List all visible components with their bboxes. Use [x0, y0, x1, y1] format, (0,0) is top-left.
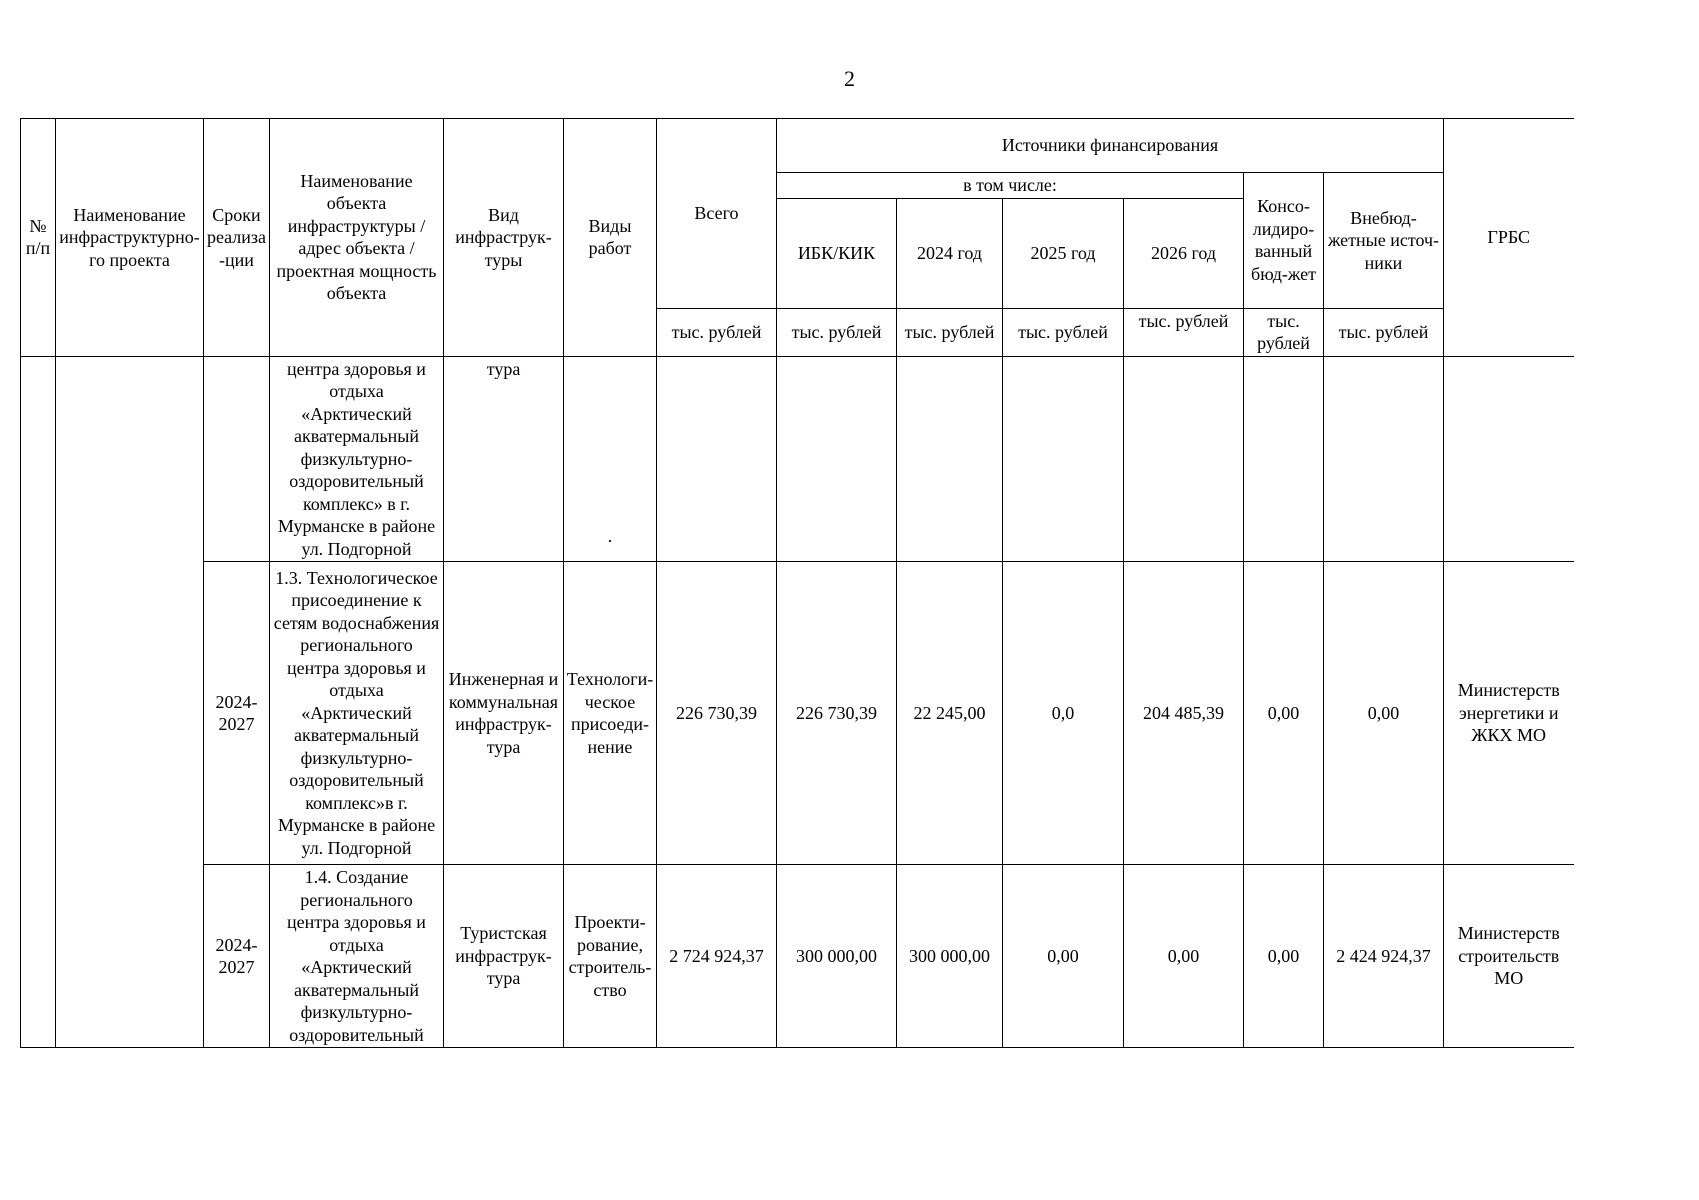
header-total: Всего [657, 119, 777, 309]
cell-project-name [56, 356, 204, 1048]
header-ibk: ИБК/КИК [777, 198, 897, 308]
header-extrabudget: Внебюд-жетные источ-ники [1324, 173, 1444, 309]
unit-2026: тыс. рублей [1124, 308, 1244, 356]
cell-grbs: Министерств строительств МО [1444, 865, 1574, 1048]
cell-2025 [1003, 356, 1124, 562]
unit-ibk: тыс. рублей [777, 308, 897, 356]
header-terms: Сроки реализа -ции [204, 119, 270, 357]
unit-2024: тыс. рублей [897, 308, 1003, 356]
table-row [21, 356, 1574, 562]
cell-object: 1.4. Создание регионального центра здоровья и отдыха «Арктический акватермальный физкультурно-оздоровительный [270, 865, 444, 1048]
unit-extrabudget: тыс. рублей [1324, 308, 1444, 356]
cell-infra-type: Туристская инфраструк-тура [444, 865, 564, 1048]
cell-infra-type: тура [444, 356, 564, 562]
unit-consolidated: тыс. рублей [1244, 308, 1324, 356]
header-sources: Источники финансирования [777, 119, 1444, 173]
header-object-name: Наименование объекта инфраструктуры / адрес объекта / проектная мощность объекта [270, 119, 444, 357]
cell-2025: 0,0 [1003, 562, 1124, 865]
header-2024: 2024 год [897, 198, 1003, 308]
cell-consolidated [1244, 356, 1324, 562]
cell-terms [204, 356, 270, 562]
cell-2024: 300 000,00 [897, 865, 1003, 1048]
cell-extrabudget: 2 424 924,37 [1324, 865, 1444, 1048]
cell-work-type: Проекти-рование, строитель-ство [564, 865, 657, 1048]
cell-2025: 0,00 [1003, 865, 1124, 1048]
table-row [21, 865, 1574, 1048]
table-row [21, 562, 1574, 865]
cell-2024: 22 245,00 [897, 562, 1003, 865]
header-2026: 2026 год [1124, 198, 1244, 308]
unit-2025: тыс. рублей [1003, 308, 1124, 356]
cell-2026 [1124, 356, 1244, 562]
cell-2024 [897, 356, 1003, 562]
cell-consolidated: 0,00 [1244, 865, 1324, 1048]
header-project-name: Наименование инфраструктурно-го проекта [56, 119, 204, 357]
header-num: № п/п [21, 119, 56, 357]
header-2025: 2025 год [1003, 198, 1124, 308]
cell-terms: 2024-2027 [204, 562, 270, 865]
stray-dot: . [607, 525, 613, 546]
cell-infra-type: Инженерная и коммунальная инфраструк-тура [444, 562, 564, 865]
header-work-type: Виды работ [564, 119, 657, 357]
cell-work-type [564, 356, 657, 562]
page-number: 2 [844, 66, 855, 91]
cell-extrabudget [1324, 356, 1444, 562]
cell-total [657, 356, 777, 562]
cell-2026: 204 485,39 [1124, 562, 1244, 865]
header-including: в том числе: [777, 173, 1244, 199]
cell-consolidated: 0,00 [1244, 562, 1324, 865]
header-consolidated: Консо-лидиро-ванный бюд-жет [1244, 173, 1324, 309]
cell-work-type: Технологи-ческое присоеди-нение [564, 562, 657, 865]
header-infra-type: Вид инфраструк-туры [444, 119, 564, 357]
cell-object: 1.3. Технологическое присоединение к сетям водоснабжения регионального центра здоровья и отдыха «Арктический акватермальный физкультурно-оздоровительный комплекс»в г. Мурманске в районе ул. Подгорной [270, 562, 444, 865]
cell-object: центра здоровья и отдыха «Арктический акватермальный физкультурно-оздоровительный комплекс» в г. Мурманске в районе ул. Подгорной [270, 356, 444, 562]
cell-terms: 2024-2027 [204, 865, 270, 1048]
cell-ibk [777, 356, 897, 562]
cell-2026: 0,00 [1124, 865, 1244, 1048]
cell-total: 226 730,39 [657, 562, 777, 865]
financing-table [20, 118, 1574, 1048]
cell-ibk: 226 730,39 [777, 562, 897, 865]
cell-total: 2 724 924,37 [657, 865, 777, 1048]
cell-num [21, 356, 56, 1048]
header-grbs: ГРБС [1444, 119, 1574, 357]
unit-total: тыс. рублей [657, 308, 777, 356]
cell-grbs: Министерств энергетики и ЖКХ МО [1444, 562, 1574, 865]
cell-grbs [1444, 356, 1574, 562]
cell-extrabudget: 0,00 [1324, 562, 1444, 865]
cell-ibk: 300 000,00 [777, 865, 897, 1048]
